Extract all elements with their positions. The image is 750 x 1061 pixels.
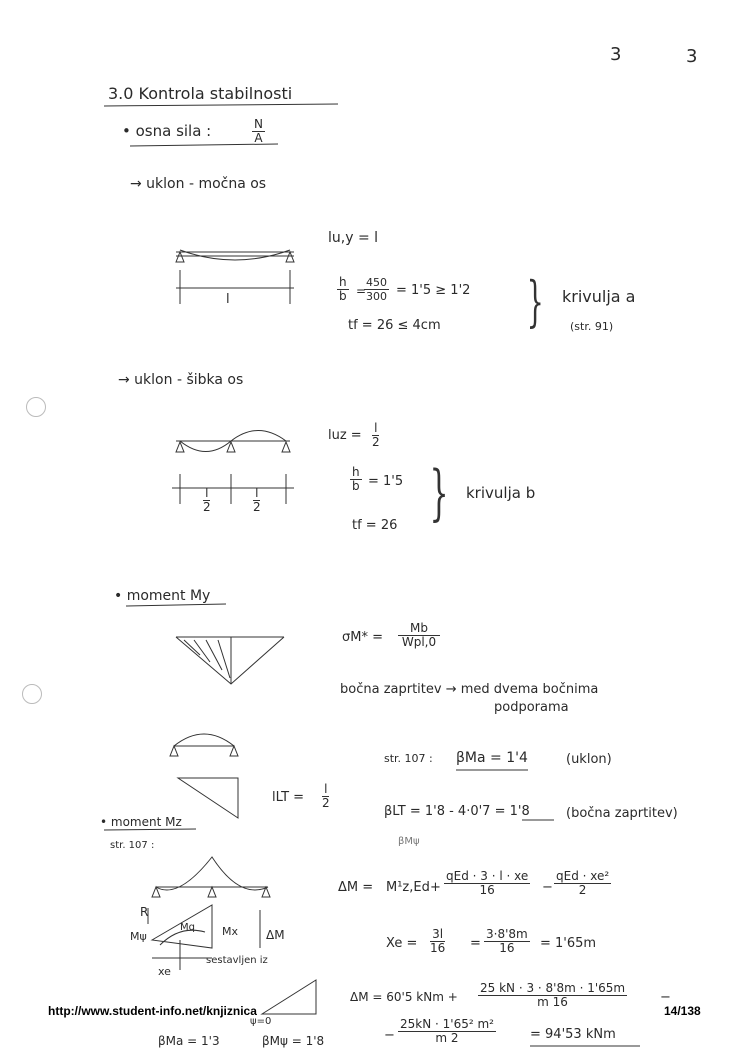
fraction-numerator: 450	[366, 276, 387, 289]
section-title: 3.0 Kontrola stabilnosti	[108, 84, 293, 103]
fraction-denominator: A	[254, 131, 263, 145]
moment-z-small-note: βMψ	[398, 836, 420, 847]
mx-label: Mx	[222, 925, 239, 938]
xe-equals: =	[470, 936, 481, 951]
beta-mq-note: (uklon)	[566, 752, 612, 767]
fraction-numerator: qEd · xe²	[556, 869, 610, 883]
llt-triangle	[178, 778, 238, 818]
xe-lhs: Xe =	[386, 936, 418, 951]
xe-label: xe	[158, 965, 171, 978]
fraction-denominator: 2	[372, 435, 380, 449]
fraction-numerator: l	[374, 421, 378, 435]
beta-mq-z: βMa = 1'3	[158, 1034, 220, 1048]
dm-term1: M¹z,Ed	[386, 880, 430, 895]
beta-mpsi-z: βMψ = 1'8	[262, 1034, 325, 1048]
assembled-label: sestavljen iz	[206, 955, 268, 966]
dm-plus: +	[430, 880, 441, 895]
mq-label: Mq	[180, 922, 195, 933]
fraction-numerator: 25 kN · 3 · 8'8m · 1'65m	[480, 981, 626, 995]
axial-force-label: • osna sila :	[122, 122, 212, 140]
dm3-minus: −	[384, 1028, 395, 1043]
fraction-denominator: Wpl,0	[401, 635, 437, 649]
llt-lhs: lLT =	[272, 790, 305, 805]
fraction-denominator: 300	[366, 290, 387, 303]
strong-tf: tf = 26 ≤ 4cm	[348, 318, 441, 333]
strong-hb-result: = 1'5 ≥ 1'2	[396, 283, 471, 298]
dm2-minus: −	[660, 990, 671, 1005]
weak-curve: krivulja b	[466, 484, 536, 502]
fraction-denominator: 2	[578, 883, 587, 897]
page-number-right: 3	[686, 46, 698, 67]
fraction-numerator: Mb	[398, 622, 440, 636]
lateral-support-sketch	[170, 734, 238, 756]
weak-brace: }	[429, 458, 449, 528]
fraction-numerator: 3l	[432, 927, 444, 941]
fraction-numerator: 3·8'8m	[486, 927, 528, 941]
fraction-numerator: qEd · 3 · l · xe	[446, 869, 529, 883]
fraction-denominator: b	[339, 289, 347, 303]
delta-m-label: ΔM	[266, 928, 285, 942]
fraction-denominator: m 16	[537, 995, 568, 1009]
fraction-numerator: h	[352, 465, 360, 479]
fraction-denominator: 2	[203, 500, 211, 514]
footer-page-count: 14/138	[664, 1004, 701, 1018]
fraction-numerator: l	[324, 782, 328, 796]
weak-axis-beam-diagram	[172, 431, 294, 505]
dm-eq-lhs: ΔM =	[338, 880, 374, 895]
moment-y-label: • moment My	[114, 588, 211, 604]
m-psi-label: Mψ	[130, 930, 147, 943]
page-number-left: 3	[610, 44, 622, 65]
weak-axis-heading: → uklon - šibka os	[118, 372, 244, 388]
lateral-restraint-line2: podporama	[494, 700, 569, 715]
fraction-numerator: h	[339, 275, 347, 289]
fraction-denominator: 16	[499, 941, 515, 955]
moment-y-diagram	[176, 637, 284, 684]
reaction-label: R	[140, 905, 149, 919]
fraction-denominator: b	[352, 479, 360, 493]
footer-url[interactable]: http://www.student-info.net/knjiznica	[48, 1004, 257, 1018]
fraction-denominator: 2	[253, 500, 261, 514]
strong-axis-heading: → uklon - močna os	[130, 176, 267, 192]
weak-length-lhs: luz =	[328, 428, 362, 443]
moment-z-label: • moment Mz	[100, 815, 182, 829]
sigma-lhs: σM* =	[342, 630, 383, 645]
lateral-restraint-line1: bočna zaprtitev → med dvema bočnima	[340, 682, 599, 697]
axial-underline	[130, 144, 278, 146]
fraction-numerator: l	[205, 486, 209, 500]
fraction-numerator: 25kN · 1'65² m²	[400, 1017, 494, 1031]
weak-tf: tf = 26	[352, 518, 398, 533]
fraction-numerator: l	[255, 486, 259, 500]
moment-z-ref: str. 107 :	[110, 840, 155, 851]
moment-z-diagram	[148, 857, 270, 970]
fraction-denominator: 16	[430, 941, 446, 955]
fraction-denominator: 16	[479, 883, 495, 897]
strong-axis-beam-diagram	[176, 250, 294, 304]
strong-ref: (str. 91)	[570, 320, 614, 333]
strong-curve: krivulja a	[562, 287, 636, 306]
moment-y-ref: str. 107 :	[384, 752, 433, 765]
dm3-result: = 94'53 kNm	[530, 1027, 616, 1042]
xe-result: = 1'65m	[540, 936, 597, 951]
fraction-denominator: m 2	[435, 1031, 459, 1045]
beta-lt: βLT = 1'8 - 4·0'7 = 1'8	[384, 804, 530, 819]
psi-zero: ψ=0	[250, 1016, 272, 1027]
strong-axis-length: lu,y = l	[328, 230, 379, 246]
bottom-triangle	[262, 980, 316, 1014]
dm-minus: −	[542, 880, 553, 895]
moment-y-underline	[126, 604, 226, 606]
strong-axis-span-label: l	[226, 292, 230, 307]
strong-brace: }	[526, 270, 544, 333]
fraction-denominator: 2	[322, 796, 330, 810]
beta-mq: βMa = 1'4	[456, 750, 528, 766]
beta-lt-note: (bočna zaprtitev)	[566, 806, 678, 821]
weak-hb-result: = 1'5	[368, 474, 404, 489]
strong-hb-equals: =	[356, 284, 367, 298]
fraction-numerator: N	[254, 117, 263, 131]
dm2-lhs: ΔM = 60'5 kNm +	[350, 990, 458, 1004]
title-underline	[104, 104, 338, 106]
moment-z-underline	[104, 829, 196, 830]
